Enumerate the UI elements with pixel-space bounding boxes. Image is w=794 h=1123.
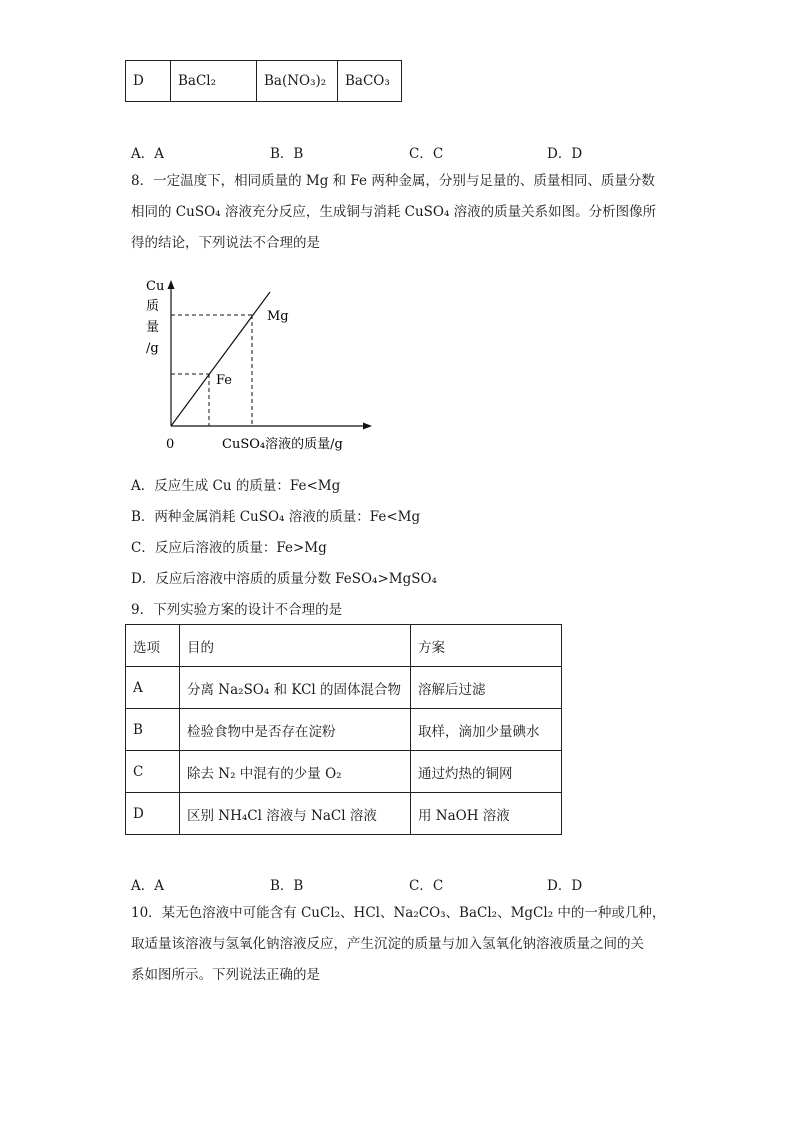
table-header: 方案 — [411, 625, 562, 667]
q9-stem: 9．下列实验方案的设计不合理的是 — [131, 602, 343, 618]
table-cell: 用 NaOH 溶液 — [411, 793, 562, 835]
option-d[interactable]: D．D — [547, 146, 583, 162]
q8-option-b[interactable]: B．两种金属消耗 CuSO₄ 溶液的质量：Fe<Mg — [131, 509, 421, 525]
option-a[interactable]: A．A — [131, 878, 164, 894]
mg-point-label: Mg — [267, 309, 289, 324]
q8-stem — [131, 166, 671, 259]
table-cell: 分离 Na₂SO₄ 和 KCl 的固体混合物 — [180, 667, 411, 709]
q9-options — [131, 874, 671, 894]
option-c[interactable]: C．C — [409, 878, 444, 894]
table-header: 目的 — [180, 625, 411, 667]
y-axis-label-line: 质 — [146, 299, 160, 314]
q10-stem-line: 系如图所示。下列说法正确的是 — [131, 967, 320, 983]
table-cell: 除去 N₂ 中混有的少量 O₂ — [180, 751, 411, 793]
x-axis-arrow — [363, 423, 372, 430]
table-row — [126, 667, 562, 709]
table-header: 选项 — [126, 625, 180, 667]
option-b[interactable]: B．B — [270, 878, 304, 894]
table-row — [126, 793, 562, 835]
table-row — [126, 61, 402, 102]
y-axis-label-line: /g — [146, 341, 159, 356]
option-d[interactable]: D．D — [547, 878, 583, 894]
option-b[interactable]: B．B — [270, 146, 304, 162]
y-axis-arrow — [168, 280, 175, 289]
q8-stem-line: 8．一定温度下，相同质量的 Mg 和 Fe 两种金属，分别与足量的、质量相同、质量分数 — [131, 173, 655, 189]
table-cell: 区别 NH₄Cl 溶液与 NaCl 溶液 — [180, 793, 411, 835]
table-cell: 取样，滴加少量碘水 — [411, 709, 562, 751]
table-cell: BaCO₃ — [338, 61, 402, 102]
q7-table — [125, 60, 402, 102]
q8-graph — [140, 276, 400, 456]
x-axis-label: CuSO₄溶液的质量/g — [222, 437, 343, 452]
q8-option-d[interactable]: D．反应后溶液中溶质的质量分数 FeSO₄>MgSO₄ — [131, 571, 437, 587]
table-cell: B — [126, 709, 180, 751]
table-row — [126, 751, 562, 793]
q8-stem-line: 得的结论，下列说法不合理的是 — [131, 235, 320, 251]
table-row — [126, 709, 562, 751]
reaction-line — [171, 292, 270, 426]
table-cell: 通过灼热的铜网 — [411, 751, 562, 793]
option-a[interactable]: A．A — [131, 146, 164, 162]
q8-stem-line: 相同的 CuSO₄ 溶液充分反应，生成铜与消耗 CuSO₄ 溶液的质量关系如图。分析图像所 — [131, 204, 657, 220]
table-cell: 检验食物中是否存在淀粉 — [180, 709, 411, 751]
table-cell: C — [126, 751, 180, 793]
q10-stem-line: 取适量该溶液与氢氧化钠溶液反应，产生沉淀的质量与加入氢氧化钠溶液质量之间的关 — [131, 936, 644, 952]
option-c[interactable]: C．C — [409, 146, 444, 162]
table-header-row — [126, 625, 562, 667]
table-cell: Ba(NO₃)₂ — [257, 61, 338, 102]
q10-stem-line: 10．某无色溶液中可能含有 CuCl₂、HCl、Na₂CO₃、BaCl₂、MgCl₂ 中的一种或几种， — [131, 905, 666, 921]
q7-options — [131, 142, 671, 162]
table-cell: A — [126, 667, 180, 709]
q8-option-a[interactable]: A．反应生成 Cu 的质量：Fe<Mg — [131, 478, 341, 494]
table-cell: BaCl₂ — [171, 61, 257, 102]
q8-option-c[interactable]: C．反应后溶液的质量：Fe>Mg — [131, 540, 327, 556]
origin-label: 0 — [166, 437, 175, 452]
q10-stem — [131, 898, 671, 991]
fe-point-label: Fe — [216, 373, 233, 388]
table-cell: D — [126, 793, 180, 835]
table-cell: D — [126, 61, 171, 102]
table-cell: 溶解后过滤 — [411, 667, 562, 709]
q9-table — [125, 624, 562, 835]
y-axis-label-line: Cu — [146, 279, 165, 294]
y-axis-label-line: 量 — [146, 320, 160, 335]
